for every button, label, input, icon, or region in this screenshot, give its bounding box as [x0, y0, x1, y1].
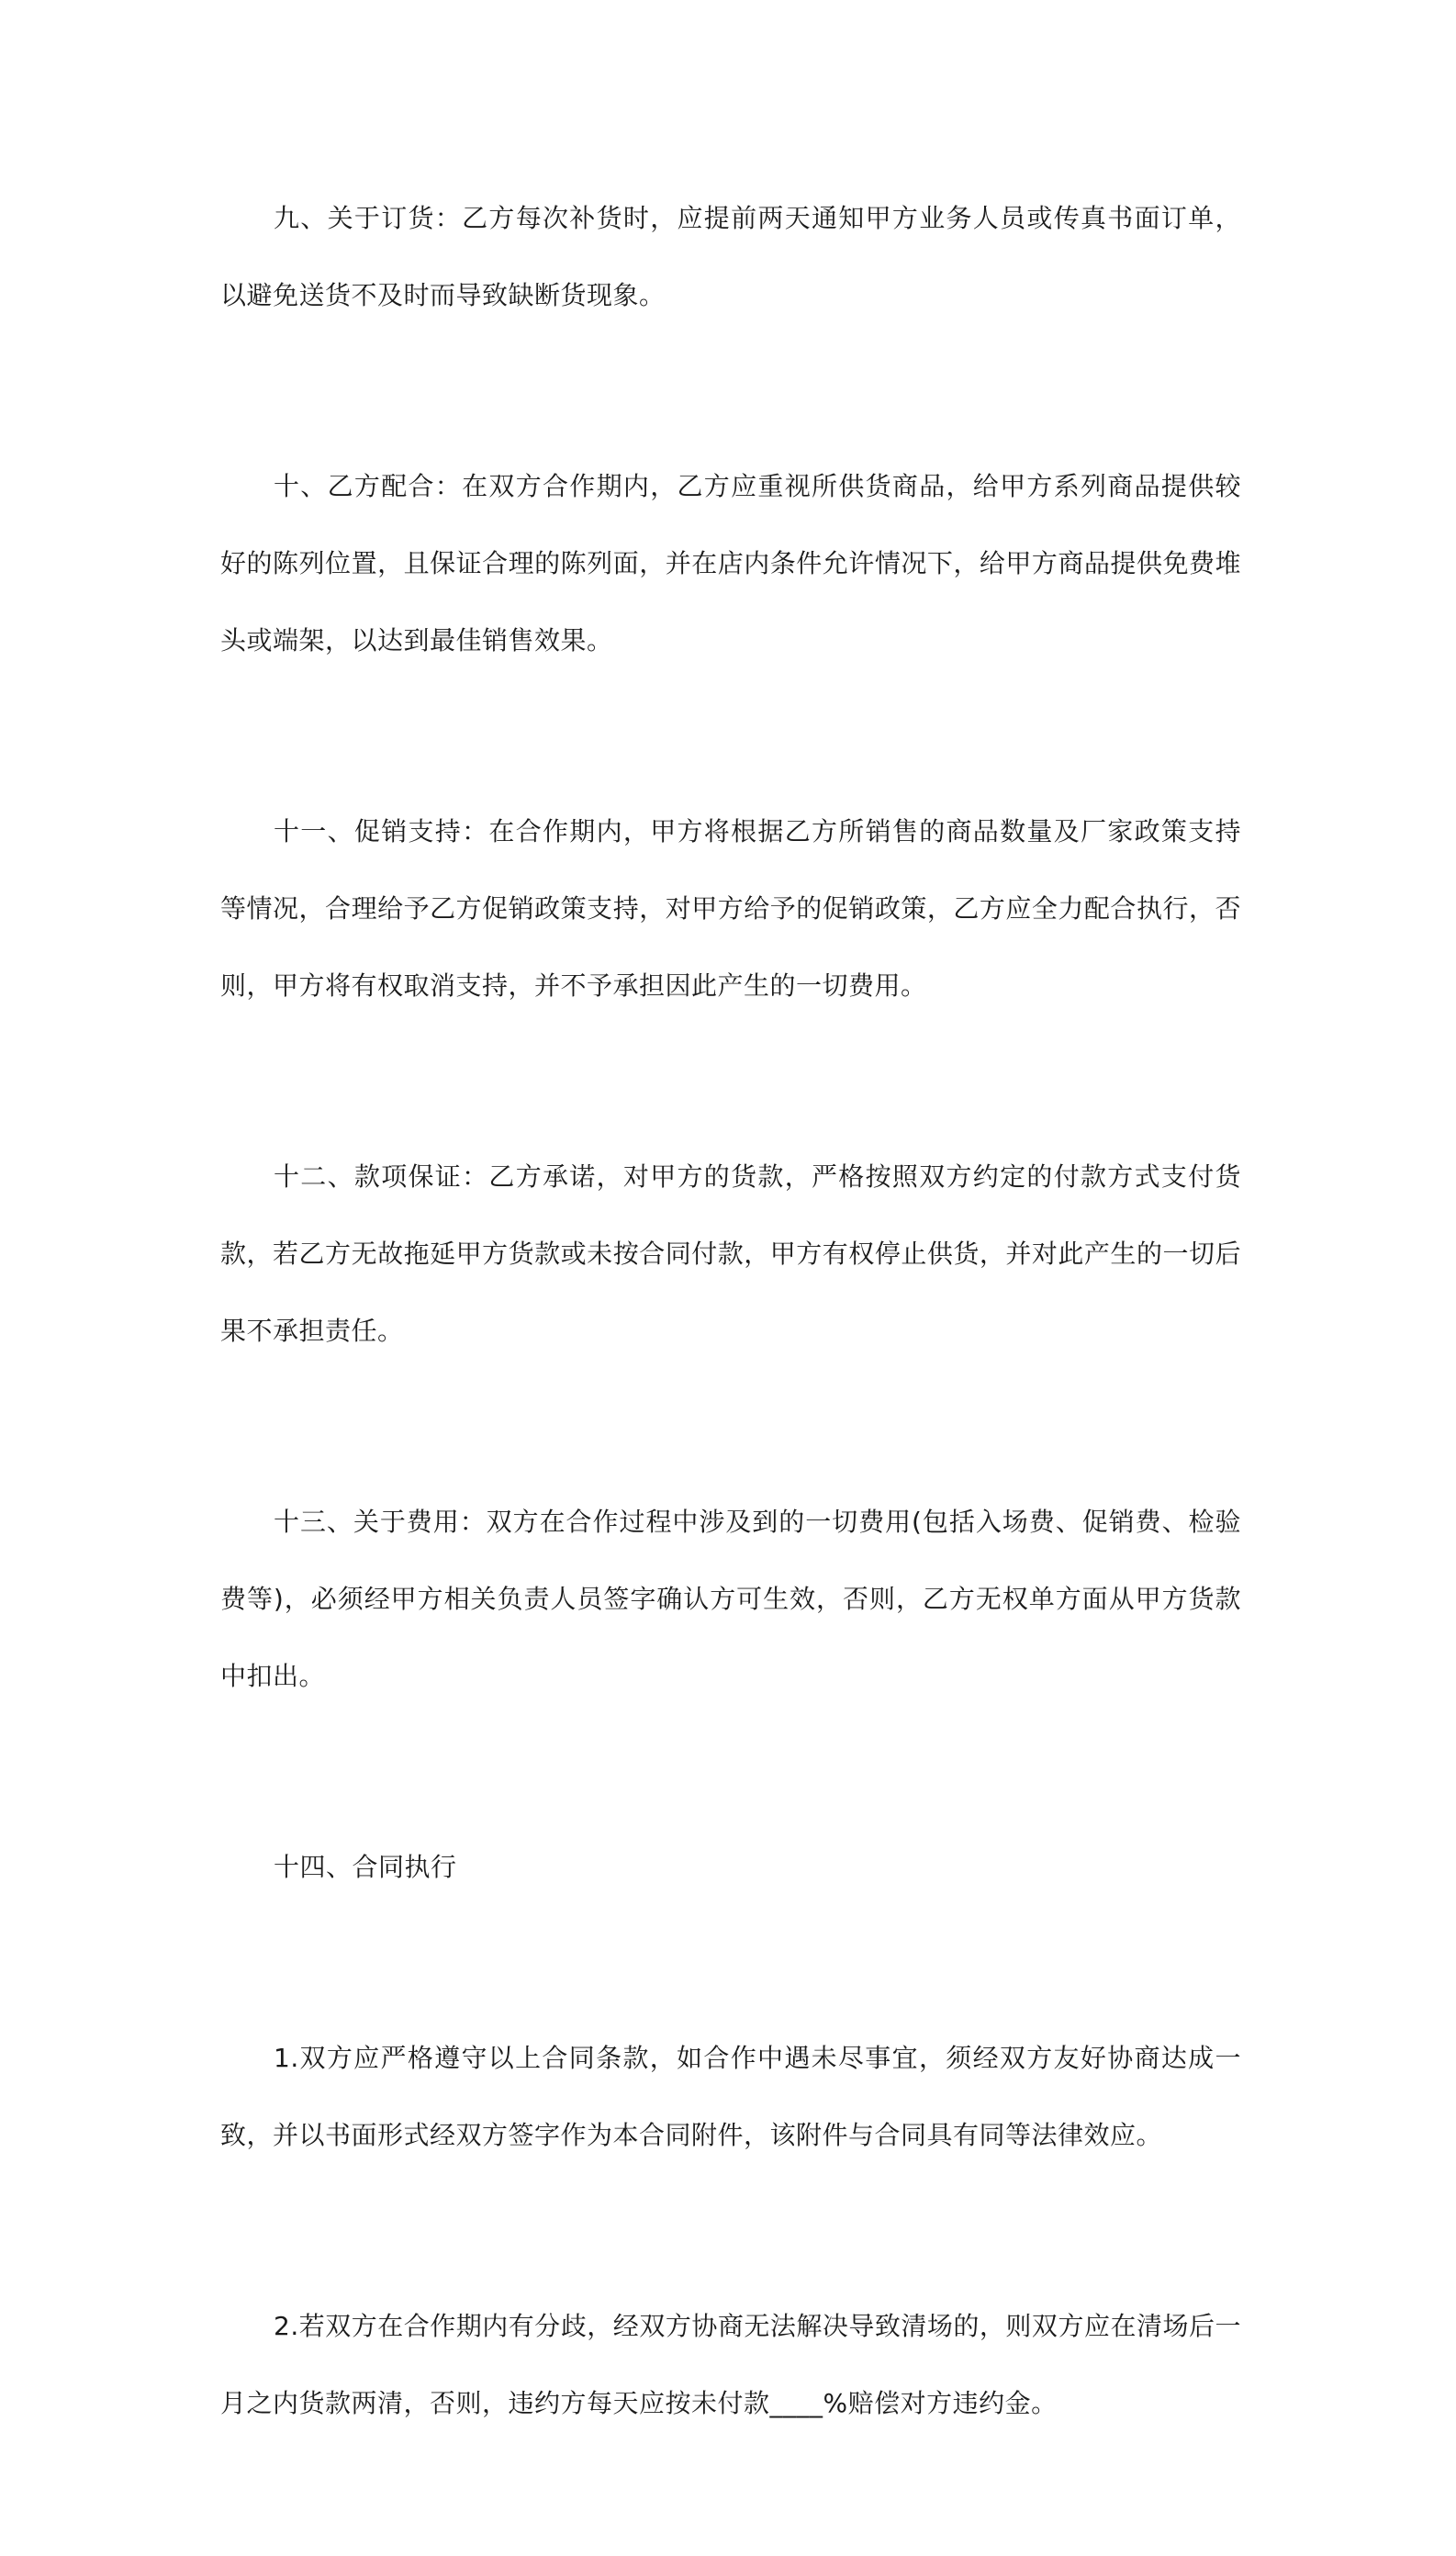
document-body	[220, 180, 1241, 2556]
clause-11-promotion-support: 十一、促销支持：在合作期内，甲方将根据乙方所销售的商品数量及厂家政策支持等情况，合理给予乙方促销政策支持，对甲方给予的促销政策，乙方应全力配合执行，否则，甲方将有权取消支持，并不予承担因此产生的一切费用。	[220, 816, 1241, 1001]
clause-13-fees: 十三、关于费用：双方在合作过程中涉及到的一切费用(包括入场费、促销费、检验费等)，必须经甲方相关负责人员签字确认方可生效，否则，乙方无权单方面从甲方货款中扣出。	[220, 1507, 1241, 1691]
clause-12-payment-guarantee: 十二、款项保证：乙方承诺，对甲方的货款，严格按照双方约定的付款方式支付货款，若乙方无故拖延甲方货款或未按合同付款，甲方有权停止供货，并对此产生的一切后果不承担责任。	[220, 1161, 1241, 1346]
clause-10-cooperation: 十、乙方配合：在双方合作期内，乙方应重视所供货商品，给甲方系列商品提供较好的陈列位置，且保证合理的陈列面，并在店内条件允许情况下，给甲方商品提供免费堆头或端架，以达到最佳销售效果。	[220, 471, 1241, 656]
clause-14-item-2: 2.若双方在合作期内有分歧，经双方协商无法解决导致清场的，则双方应在清场后一月之内货款两清，否则，违约方每天应按未付款____%赔偿对方违约金。	[220, 2311, 1241, 2418]
clause-14-item-1: 1.双方应严格遵守以上合同条款，如合作中遇未尽事宜，须经双方友好协商达成一致，并以书面形式经双方签字作为本合同附件，该附件与合同具有同等法律效应。	[220, 2043, 1241, 2150]
clause-9-ordering: 九、关于订货：乙方每次补货时，应提前两天通知甲方业务人员或传真书面订单，以避免送货不及时而导致缺断货现象。	[220, 203, 1241, 310]
clause-14-heading: 十四、合同执行	[274, 1852, 457, 1882]
